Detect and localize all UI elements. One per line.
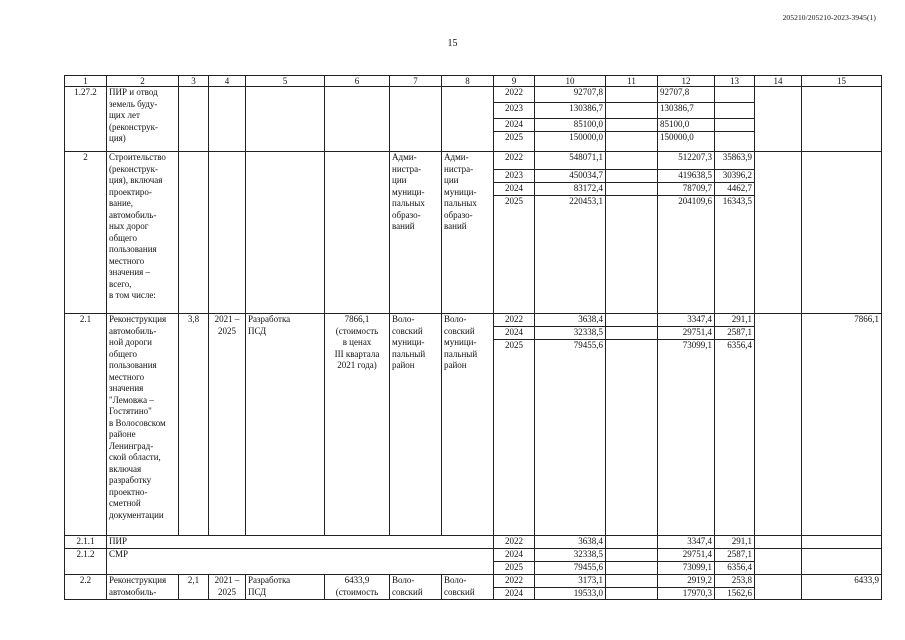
regional-cell: 85100,0 bbox=[658, 119, 715, 132]
regional-cell: 204109,6 bbox=[658, 196, 715, 314]
municipal-cell: 1562,6 bbox=[715, 587, 755, 600]
municipal-cell: 291,1 bbox=[715, 536, 755, 549]
row-number: 2.1.1 bbox=[65, 536, 107, 549]
year-cell: 2024 bbox=[494, 549, 535, 562]
year-cell: 2025 bbox=[494, 562, 535, 575]
row-name: Реконструкция автомобиль- bbox=[107, 575, 179, 600]
regional-cell: 29751,4 bbox=[658, 549, 715, 562]
row-name: ПИР и отвод земель буду- щих лет (реконструк- ция) bbox=[107, 87, 179, 152]
total-cell: 32338,5 bbox=[535, 549, 606, 562]
customer-cell: Адми- нистра- ции муници- пальных образо- ваний bbox=[390, 152, 442, 314]
year-cell: 2023 bbox=[494, 103, 535, 119]
municipal-cell: 6356,4 bbox=[715, 562, 755, 575]
column-header: 8 bbox=[442, 76, 494, 87]
row-name: ПИР bbox=[107, 536, 494, 549]
row-name: Реконструкция автомобиль- ной дороги общего пользования местного значения "Лемовжа – Гостятино" в Волосовском районе Ленинград- ской области, включая разработку проектно- сметной документации bbox=[107, 314, 179, 536]
regional-cell: 73099,1 bbox=[658, 340, 715, 536]
stage-cell: Разработка ПСД bbox=[246, 314, 325, 536]
column-header: 14 bbox=[755, 76, 802, 87]
total-cell: 130386,7 bbox=[535, 103, 606, 119]
regional-cell: 419638,5 bbox=[658, 170, 715, 183]
customer-cell: Воло- совский bbox=[390, 575, 442, 600]
row-name: Строительство (реконструк- ция), включая проектиро- вание, автомобиль- ных дорог общего пользования местного значения – всего, в том числе: bbox=[107, 152, 179, 314]
customer-cell: Воло- совский муници- пальный район bbox=[390, 314, 442, 536]
column-header: 2 bbox=[107, 76, 179, 87]
developer-cell: Адми- нистра- ции муници- пальных образо- ваний bbox=[442, 152, 494, 314]
total-cell: 85100,0 bbox=[535, 119, 606, 132]
total-cell: 92707,8 bbox=[535, 87, 606, 103]
total-cell: 3173,1 bbox=[535, 575, 606, 588]
column-header: 12 bbox=[658, 76, 715, 87]
cost-cell: 7866,1 (стоимость в ценах III квартала 2021 года) bbox=[325, 314, 390, 536]
table-row bbox=[65, 314, 882, 327]
municipal-cell: 16343,5 bbox=[715, 196, 755, 314]
regional-cell: 92707,8 bbox=[658, 87, 715, 103]
municipal-cell: 30396,2 bbox=[715, 170, 755, 183]
col15-cell: 7866,1 bbox=[802, 314, 882, 536]
column-header: 6 bbox=[325, 76, 390, 87]
regional-cell: 512207,3 bbox=[658, 152, 715, 170]
developer-cell: Воло- совский bbox=[442, 575, 494, 600]
total-cell: 83172,4 bbox=[535, 183, 606, 196]
page-number: 15 bbox=[447, 38, 458, 49]
regional-cell: 3347,4 bbox=[658, 536, 715, 549]
regional-cell: 17970,3 bbox=[658, 587, 715, 600]
period-cell: 2021 – 2025 bbox=[209, 575, 246, 600]
year-cell: 2024 bbox=[494, 119, 535, 132]
table-row bbox=[65, 575, 882, 588]
length-cell: 3,8 bbox=[179, 314, 209, 536]
column-header: 10 bbox=[535, 76, 606, 87]
column-header: 3 bbox=[179, 76, 209, 87]
column-header: 11 bbox=[606, 76, 658, 87]
row-number: 2.1.2 bbox=[65, 549, 107, 575]
year-cell: 2025 bbox=[494, 132, 535, 152]
column-header: 1 bbox=[65, 76, 107, 87]
total-cell: 220453,1 bbox=[535, 196, 606, 314]
column-header-row bbox=[65, 76, 882, 87]
column-header: 15 bbox=[802, 76, 882, 87]
year-cell: 2024 bbox=[494, 327, 535, 340]
year-cell: 2022 bbox=[494, 152, 535, 170]
row-number: 1.27.2 bbox=[65, 87, 107, 152]
year-cell: 2022 bbox=[494, 87, 535, 103]
total-cell: 79455,6 bbox=[535, 562, 606, 575]
column-header: 4 bbox=[209, 76, 246, 87]
table-row bbox=[65, 152, 882, 170]
document-id: 205210/205210-2023-3945(1) bbox=[782, 13, 876, 22]
year-cell: 2022 bbox=[494, 536, 535, 549]
municipal-cell: 4462,7 bbox=[715, 183, 755, 196]
regional-cell: 130386,7 bbox=[658, 103, 715, 119]
municipal-cell: 35863,9 bbox=[715, 152, 755, 170]
column-header: 13 bbox=[715, 76, 755, 87]
regional-cell: 150000,0 bbox=[658, 132, 715, 152]
total-cell: 32338,5 bbox=[535, 327, 606, 340]
total-cell: 19533,0 bbox=[535, 587, 606, 600]
municipal-cell: 6356,4 bbox=[715, 340, 755, 536]
table-row bbox=[65, 536, 882, 549]
year-cell: 2025 bbox=[494, 340, 535, 536]
row-number: 2.1 bbox=[65, 314, 107, 536]
stage-cell: Разработка ПСД bbox=[246, 575, 325, 600]
row-name: СМР bbox=[107, 549, 494, 575]
column-header: 9 bbox=[494, 76, 535, 87]
regional-cell: 29751,4 bbox=[658, 327, 715, 340]
column-header: 5 bbox=[246, 76, 325, 87]
year-cell: 2024 bbox=[494, 587, 535, 600]
length-cell: 2,1 bbox=[179, 575, 209, 600]
total-cell: 79455,6 bbox=[535, 340, 606, 536]
total-cell: 150000,0 bbox=[535, 132, 606, 152]
year-cell: 2024 bbox=[494, 183, 535, 196]
municipal-cell: 291,1 bbox=[715, 314, 755, 327]
year-cell: 2025 bbox=[494, 196, 535, 314]
regional-cell: 73099,1 bbox=[658, 562, 715, 575]
row-number: 2.2 bbox=[65, 575, 107, 600]
year-cell: 2022 bbox=[494, 314, 535, 327]
regional-cell: 78709,7 bbox=[658, 183, 715, 196]
row-number: 2 bbox=[65, 152, 107, 314]
total-cell: 3638,4 bbox=[535, 536, 606, 549]
regional-cell: 3347,4 bbox=[658, 314, 715, 327]
year-cell: 2023 bbox=[494, 170, 535, 183]
cost-cell: 6433,9 (стоимость bbox=[325, 575, 390, 600]
total-cell: 450034,7 bbox=[535, 170, 606, 183]
column-header: 7 bbox=[390, 76, 442, 87]
municipal-cell: 2587,1 bbox=[715, 327, 755, 340]
developer-cell: Воло- совский муници- пальный район bbox=[442, 314, 494, 536]
municipal-cell: 253,8 bbox=[715, 575, 755, 588]
regional-cell: 2919,2 bbox=[658, 575, 715, 588]
col15-cell: 6433,9 bbox=[802, 575, 882, 600]
table-row bbox=[65, 549, 882, 562]
period-cell: 2021 – 2025 bbox=[209, 314, 246, 536]
total-cell: 3638,4 bbox=[535, 314, 606, 327]
budget-table bbox=[64, 75, 882, 600]
municipal-cell: 2587,1 bbox=[715, 549, 755, 562]
table-row bbox=[65, 87, 882, 103]
year-cell: 2022 bbox=[494, 575, 535, 588]
total-cell: 548071,1 bbox=[535, 152, 606, 170]
